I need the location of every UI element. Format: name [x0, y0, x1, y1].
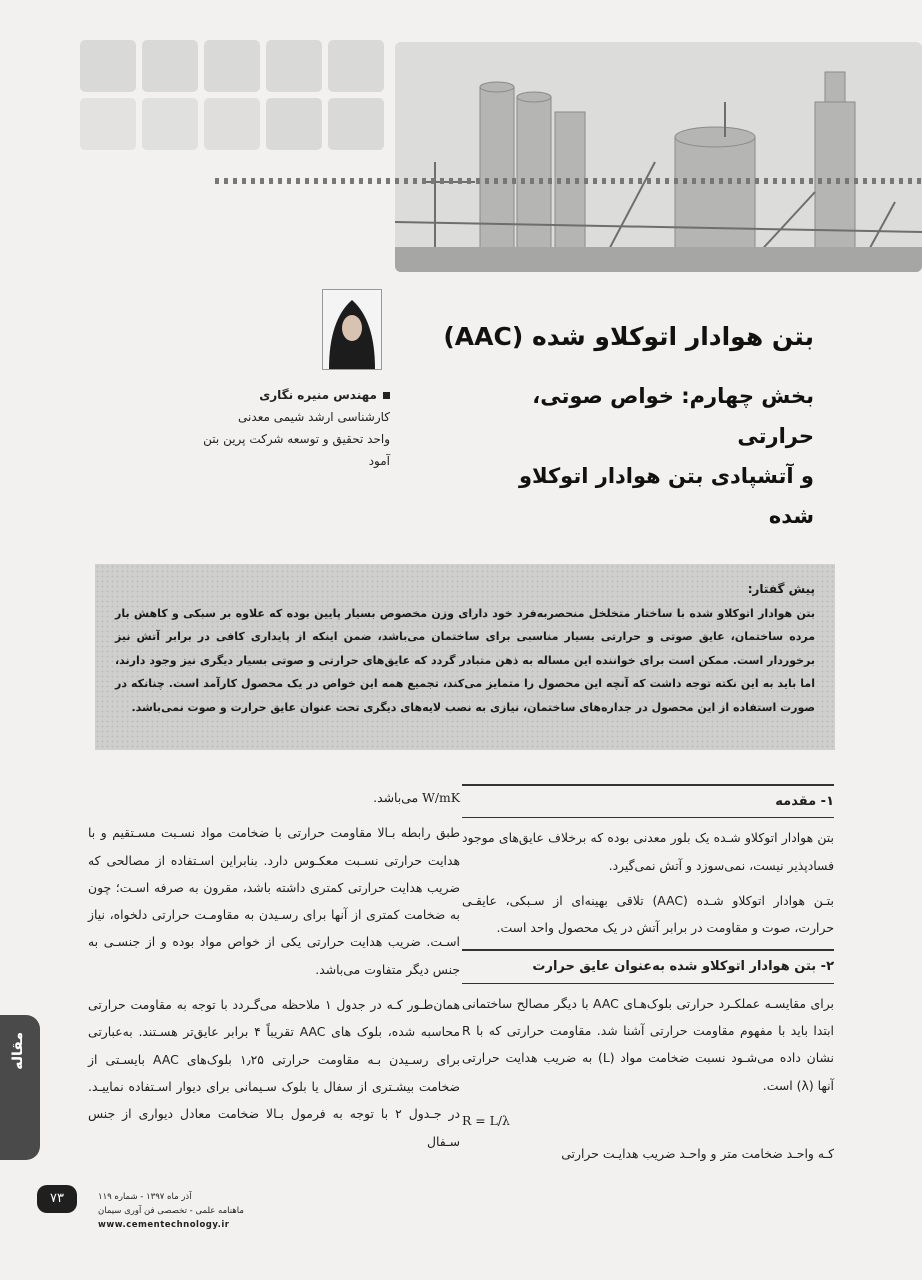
magazine-name: ماهنامه علمی - تخصصی فن آوری سیمان — [98, 1206, 244, 1216]
section1-heading: ۱- مقدمه — [462, 784, 834, 818]
page-number: ۷۳ — [37, 1185, 77, 1213]
author-affiliation: واحد تحقیق و توسعه شرکت پرین بتن آمود — [203, 432, 390, 468]
footer-info — [98, 1190, 256, 1232]
article-subtitle-line2: و آتشپادی بتن هوادار اتوکلاو شده — [518, 464, 814, 528]
article-subtitle-line1: بخش چهارم: خواص صوتی، حرارتی — [532, 384, 814, 448]
thermal-resistance-formula: R = L/λ — [462, 1112, 510, 1128]
section2-paragraph1: برای مقایسـه عملکـرد حرارتی بلوک‌هـای AAC با دیگر مصالح ساختمانی ابتدا باید با مفهوم مقاومت حرارتی آشنا شد. مقاومت حرارتی که با R نشان داده می‌شـود نسبت ضخامت مواد (L) به ضریب هدایت حرارتی آنها (λ) است. — [462, 995, 834, 1093]
preface-title: پیش گفتار: — [747, 582, 815, 596]
side-tab-label: مقاله — [10, 1032, 26, 1070]
right-column — [462, 784, 834, 1176]
preface-text: بتن هوادار اتوکلاو شده با ساختار متخلخل منحصربه‌فرد خود دارای وزن مخصوص بسیار پایین بوده که علاوه بر سبکی و کاهش بار مرده ساختمان، عایق صوتی و حرارتی بسیار مناسبی برای ساختمان می‌باشد، ضمن اینکه از پایداری کافی در برابر آتش نیز برخوردار است. ممکن است برای خواننده این مساله به ذهن متبادر گردد که عایق‌های حرارتی و صوتی بسیار دیگری نیز وجود دارند، اما باید به این نکته توجه داشت که آنچه این محصول را متمایز می‌کند، تجمیع همه این خواص در یک محصول کارآمد است. چنانکه در صورت استفاده از این محصول در جداره‌های ساختمان، نیازی به نصب لایه‌های دیگری تحت عنوان عایق حرارت و صوت نمی‌باشد. — [115, 606, 815, 714]
cement-plant-photo — [395, 42, 922, 272]
issue-info: آذر ماه ۱۳۹۷ - شماره ۱۱۹ — [98, 1192, 192, 1202]
website-link[interactable]: www.cementechnology.ir — [98, 1220, 230, 1230]
author-role: کارشناسی ارشد شیمی معدنی — [238, 410, 390, 424]
author-name: مهندس منیره نگاری — [180, 384, 390, 406]
author-info — [180, 384, 390, 472]
section1-paragraph2: بتـن هوادار اتوکلاو شـده (AAC) تلاقی بهینه‌ای از سـبکی، عایقـی حرارت، صوت و مقاومت در برابر آتش در یک محصول واحد است. — [462, 892, 834, 936]
left-paragraph2: همان‌طـور کـه در جدول ۱ ملاحظه می‌گـردد با توجه به مقاومت حرارتی محاسبه شده، بلوک های AAC تقریباً ۴ برابر عایق‌تر هسـتند. به‌عبارتی برای رسـیدن بـه مقاومت حرارتی ۱٫۲۵ بلوک‌های AAC بایسـتی از ضخامت بیشـتری از سفال یا بلوک سـیمانی برای دیوار اسـتفاده نماییـد. در جـدول ۲ با توجه به فرمول بـالا ضخامت معادل دیواری از جنس سـفال — [88, 997, 460, 1149]
unit-line: W/mK می‌باشد. — [373, 790, 460, 805]
cement-plant-illustration — [395, 42, 922, 272]
article-subtitle — [484, 376, 814, 536]
article-title: بتن هوادار اتوکلاو شده (AAC) — [443, 322, 814, 351]
header-photo-collage — [0, 0, 922, 300]
bullet-icon — [383, 392, 390, 399]
left-paragraph1: طبق رابطه بـالا مقاومت حرارتی با ضخامت مواد نسـبت مسـتقیم و با هدایت حرارتی نسـبت معکـوس دارد. بنابراین اسـتفاده از مصالحی که ضریب هدایت حرارتی کمتری داشته باشد، مقرون به صرفه اسـت؛ چون به ضخامت کمتری از آنها برای رسـیدن به مقاومـت حرارتی دلخواه، نیاز اسـت. ضریب هدایت حرارتی یکی از خواص مواد بوده و از جنسـی به جنس دیگر متفاوت می‌باشد. — [88, 825, 460, 977]
section2-paragraph2: کـه واحـد ضخامت متر و واحـد ضریب هدایـت حرارتی — [561, 1146, 834, 1162]
film-strip-decoration — [215, 170, 922, 192]
preface-box — [95, 564, 835, 750]
section1-paragraph1: بتن هوادار اتوکلاو شـده یک بلور معدنی بوده که برخلاف عایق‌های موجود فسادپذیر نیست، نمی‌سوزد و آتش نمی‌گیرد. — [462, 830, 834, 873]
section2-heading: ۲- بتن هوادار اتوکلاو شده به‌عنوان عایق حرارت — [462, 949, 834, 983]
left-column — [88, 784, 460, 1163]
author-photo — [322, 289, 382, 370]
